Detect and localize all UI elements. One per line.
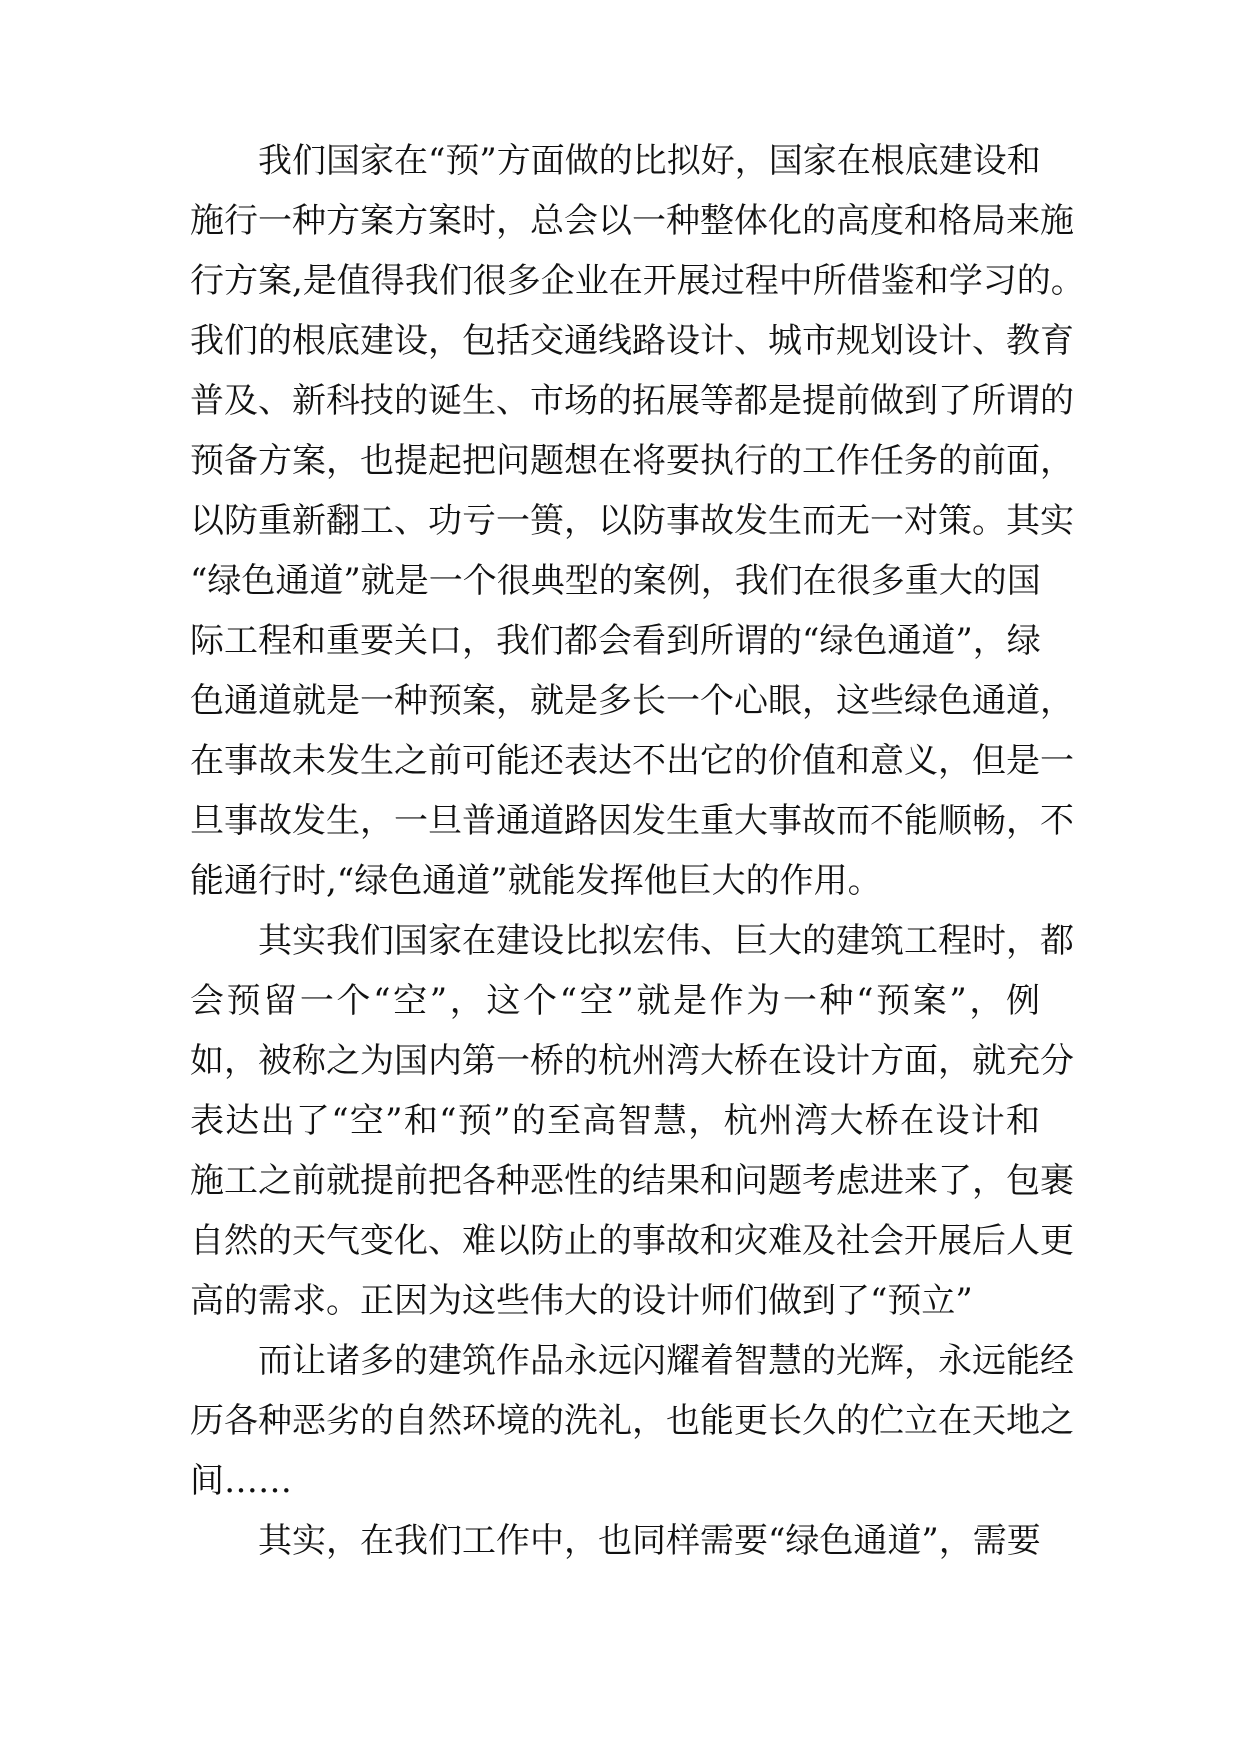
text-line: 在事故未发生之前可能还表达不出它的价值和意义，但是一 — [190, 741, 1074, 781]
text-line: 而让诸多的建筑作品永远闪耀着智慧的光辉，永远能经 — [258, 1341, 1074, 1381]
text-line: 我们的根底建设，包括交通线路设计、城市规划设计、教育 — [190, 321, 1074, 361]
text-line: 预备方案，也提起把问题想在将要执行的工作任务的前面， — [190, 441, 1074, 481]
text-line: 会预留一个“空”，这个“空”就是作为一种“预案”，例 — [190, 981, 1040, 1021]
text-line: 其实我们国家在建设比拟宏伟、巨大的建筑工程时，都 — [258, 921, 1074, 961]
text-line: 旦事故发生，一旦普通道路因发生重大事故而不能顺畅，不 — [190, 801, 1074, 841]
text-line: 色通道就是一种预案，就是多长一个心眼，这些绿色通道， — [190, 681, 1074, 721]
text-line: 我们国家在“预”方面做的比拟好，国家在根底建设和 — [258, 141, 1041, 181]
text-line: 行方案,是值得我们很多企业在开展过程中所借鉴和学习的。 — [190, 261, 1085, 301]
text-line: 历各种恶劣的自然环境的洗礼，也能更长久的伫立在天地之 — [190, 1401, 1074, 1441]
text-line: 能通行时,“绿色通道”就能发挥他巨大的作用。 — [190, 861, 882, 901]
text-line: 高的需求。正因为这些伟大的设计师们做到了“预立” — [190, 1281, 973, 1321]
text-line: 间…… — [190, 1461, 292, 1501]
text-line: 际工程和重要关口，我们都会看到所谓的“绿色通道”，绿 — [190, 621, 1041, 661]
text-line: 表达出了“空”和“预”的至高智慧，杭州湾大桥在设计和 — [190, 1101, 1040, 1141]
text-line: 施行一种方案方案时，总会以一种整体化的高度和格局来施 — [190, 201, 1074, 241]
text-line: 施工之前就提前把各种恶性的结果和问题考虑进来了，包裹 — [190, 1161, 1074, 1201]
text-line: “绿色通道”就是一个很典型的案例，我们在很多重大的国 — [190, 561, 1041, 601]
text-line: 普及、新科技的诞生、市场的拓展等都是提前做到了所谓的 — [190, 381, 1074, 421]
text-line: 如，被称之为国内第一桥的杭州湾大桥在设计方面，就充分 — [190, 1041, 1074, 1081]
text-line: 其实，在我们工作中，也同样需要“绿色通道”，需要 — [258, 1521, 1041, 1561]
text-line: 以防重新翻工、功亏一篑，以防事故发生而无一对策。其实 — [190, 501, 1074, 541]
text-line: 自然的天气变化、难以防止的事故和灾难及社会开展后人更 — [190, 1221, 1074, 1261]
